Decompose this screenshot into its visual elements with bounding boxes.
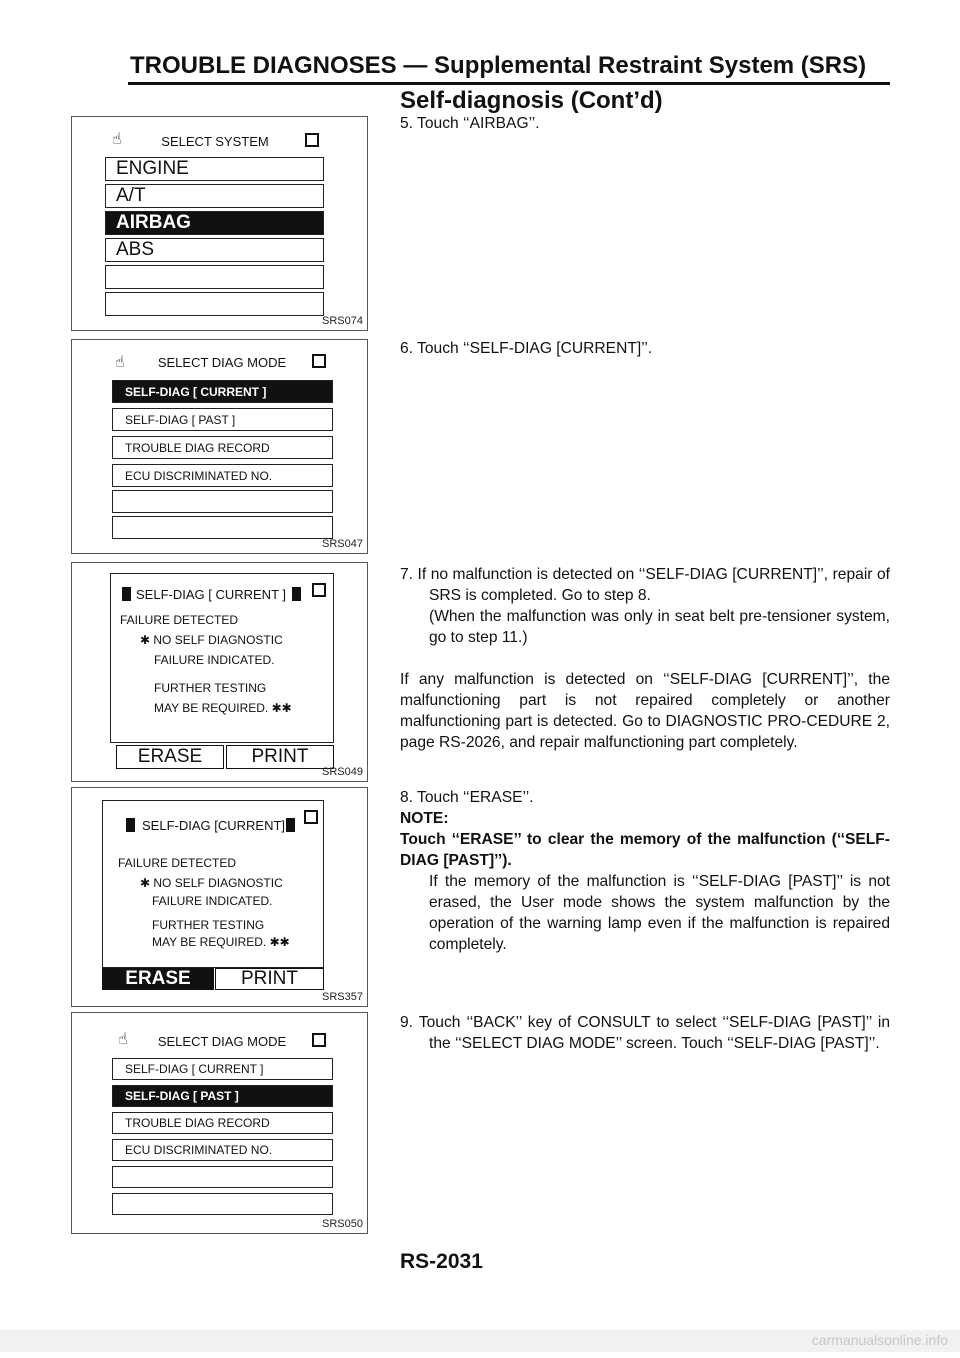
menu-item-ecu-discriminated-no[interactable]: ECU DISCRIMINATED NO. [112, 1139, 333, 1161]
block-icon [126, 818, 135, 832]
block-icon [286, 818, 295, 832]
square-icon [312, 1033, 326, 1047]
result-line: FURTHER TESTING [154, 681, 267, 695]
menu-item-empty[interactable] [105, 265, 324, 289]
hand-icon: ☝ [112, 131, 122, 148]
figure-code: SRS047 [322, 538, 363, 550]
menu-item-engine[interactable]: ENGINE [105, 157, 324, 181]
menu-item-empty[interactable] [112, 1166, 333, 1188]
menu-item-empty[interactable] [112, 1193, 333, 1215]
hand-icon: ☝ [115, 354, 125, 371]
menu-item-empty[interactable] [112, 490, 333, 513]
menu-item-self-diag-past[interactable]: SELF-DIAG [ PAST ] [112, 1085, 333, 1107]
result-line: MAY BE REQUIRED. ✱✱ [152, 935, 290, 949]
figure-code: SRS050 [322, 1218, 363, 1230]
note-body: If the memory of the malfunction is ‘‘SELF-DIAG [PAST]’’ is not erased, the User mode shows the system malfunction by the operation of the warning lamp even if the malfunction is repaired completely. [429, 873, 890, 953]
menu-item-self-diag-current[interactable]: SELF-DIAG [ CURRENT ] [112, 380, 333, 403]
result-line: ✱ NO SELF DIAGNOSTIC [140, 876, 283, 890]
result-line: FAILURE INDICATED. [152, 894, 273, 908]
block-icon [122, 587, 131, 601]
menu-item-empty[interactable] [112, 516, 333, 539]
header-rule [128, 82, 890, 85]
square-icon [305, 133, 319, 147]
step-9 [400, 1012, 890, 1054]
step-text: 7. If no malfunction is detected on ‘‘SELF-DIAG [CURRENT]’’, repair of SRS is completed. Go to step 8. [400, 566, 890, 604]
figure-select-diag-mode-past [71, 1012, 368, 1234]
figure-code: SRS357 [322, 991, 363, 1003]
menu-item-trouble-diag-record[interactable]: TROUBLE DIAG RECORD [112, 1112, 333, 1134]
page-header-title: TROUBLE DIAGNOSES — Supplemental Restraint System (SRS) [130, 52, 867, 79]
step-5 [400, 113, 890, 134]
screen-title: SELECT SYSTEM [161, 133, 269, 149]
step-text: (When the malfunction was only in seat belt pre-tensioner system, go to step 11.) [429, 608, 890, 646]
step-6 [400, 338, 890, 359]
screen-title: SELF-DIAG [ CURRENT ] [136, 587, 287, 602]
menu-item-self-diag-past[interactable]: SELF-DIAG [ PAST ] [112, 408, 333, 431]
figure-select-diag-mode-current [71, 339, 368, 554]
step-8 [400, 787, 890, 955]
figure-self-diag-current-result [71, 562, 368, 782]
menu-item-ecu-discriminated-no[interactable]: ECU DISCRIMINATED NO. [112, 464, 333, 487]
result-line: FURTHER TESTING [152, 918, 265, 932]
print-button[interactable]: PRINT [215, 968, 324, 990]
watermark: carmanualsonline.info [811, 1332, 948, 1348]
step-text: 8. Touch ‘‘ERASE’’. [400, 789, 534, 806]
erase-button[interactable]: ERASE [102, 968, 214, 990]
figure-select-system [71, 116, 368, 331]
menu-item-trouble-diag-record[interactable]: TROUBLE DIAG RECORD [112, 436, 333, 459]
figure-self-diag-erase [71, 787, 368, 1007]
result-line: FAILURE INDICATED. [154, 653, 275, 667]
menu-item-empty[interactable] [105, 292, 324, 316]
footer-bar [0, 1330, 960, 1352]
step-text: 5. Touch ‘‘AIRBAG’’. [400, 115, 540, 132]
figure-code: SRS049 [322, 766, 363, 778]
screen-title: SELECT DIAG MODE [157, 1033, 287, 1049]
square-icon [304, 810, 318, 824]
step-text: 9. Touch ‘‘BACK’’ key of CONSULT to select ‘‘SELF-DIAG [PAST]’’ in the ‘‘SELECT DIAG MODE’’ screen. Touch ‘‘SELF-DIAG [PAST]’’. [400, 1014, 890, 1052]
result-line: MAY BE REQUIRED. ✱✱ [154, 701, 292, 715]
note-label: NOTE: [400, 810, 449, 827]
note-text: Touch ‘‘ERASE’’ to clear the memory of the malfunction (‘‘SELF-DIAG [PAST]’’). [400, 831, 890, 869]
step-text: If any malfunction is detected on ‘‘SELF-DIAG [CURRENT]’’, the malfunctioning part is not repaired completely or another malfunctioning part is detected. Go to DIAGNOSTIC PRO-CEDURE 2, page RS-2026, and repair malfunctioning part completely. [400, 671, 890, 751]
menu-item-abs[interactable]: ABS [105, 238, 324, 262]
screen-title: SELECT DIAG MODE [157, 354, 287, 370]
failure-detected-label: FAILURE DETECTED [120, 613, 239, 627]
figure-code: SRS074 [322, 315, 363, 327]
square-icon [312, 354, 326, 368]
hand-icon: ☝ [118, 1031, 128, 1048]
failure-detected-label: FAILURE DETECTED [118, 856, 237, 870]
print-button[interactable]: PRINT [226, 745, 334, 769]
result-line: ✱ NO SELF DIAGNOSTIC [140, 633, 283, 647]
erase-button[interactable]: ERASE [116, 745, 224, 769]
menu-item-at[interactable]: A/T [105, 184, 324, 208]
menu-item-airbag[interactable]: AIRBAG [105, 211, 324, 235]
menu-item-self-diag-current[interactable]: SELF-DIAG [ CURRENT ] [112, 1058, 333, 1080]
step-text: 6. Touch ‘‘SELF-DIAG [CURRENT]’’. [400, 340, 653, 357]
step-7 [400, 564, 890, 753]
section-subtitle: Self-diagnosis (Cont’d) [400, 87, 663, 114]
screen-title: SELF-DIAG [CURRENT] [142, 818, 286, 833]
square-icon [312, 583, 326, 597]
page-number: RS-2031 [400, 1250, 483, 1273]
block-icon [292, 587, 301, 601]
